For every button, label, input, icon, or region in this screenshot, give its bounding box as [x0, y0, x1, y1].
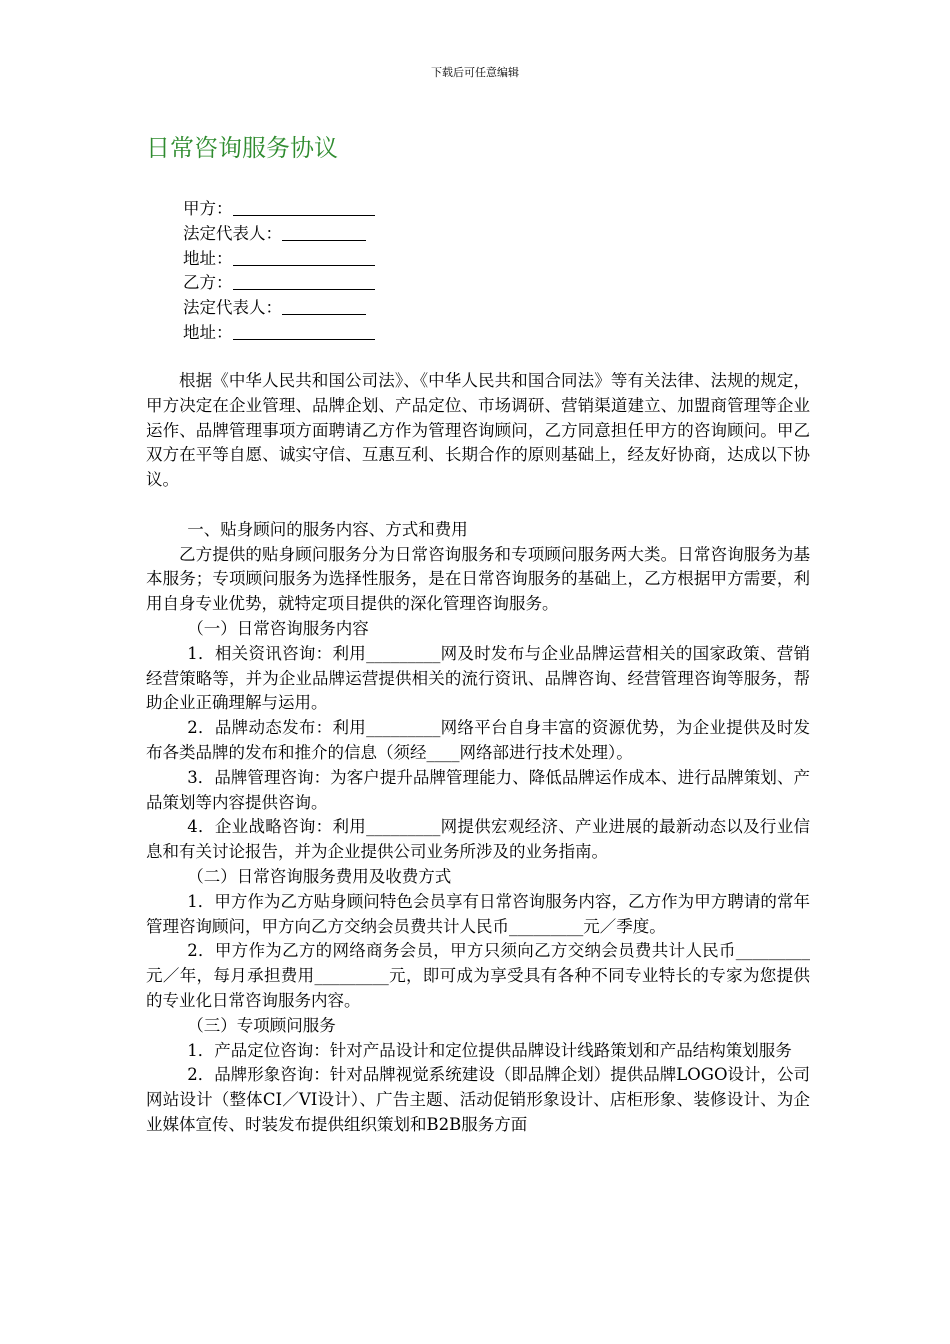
party-b-rep-blank: [282, 298, 366, 315]
party-a-address-blank: [233, 249, 375, 266]
subsection-1-heading: （一）日常咨询服务内容: [187, 618, 369, 638]
subsection-2-item-2: 2．甲方作为乙方的网络商务会员，甲方只须向乙方交纳会员费共计人民币_________元／年，每月承担费用_________元，即可成为享受具有各种不同专业特长的专家为您提供的专业化日常咨询服务内容。: [146, 941, 810, 1010]
agreement-body: [146, 369, 810, 1138]
subsection-2-item-1: 1．甲方作为乙方贴身顾问特色会员享有日常咨询服务内容，乙方作为甲方聘请的常年管理咨询顾问，甲方向乙方交纳会员费共计人民币_________元／季度。: [146, 891, 810, 936]
party-a-address-line: [183, 247, 375, 272]
party-a-rep-label: 法定代表人：: [183, 223, 282, 243]
section-1-intro: 乙方提供的贴身顾问服务分为日常咨询服务和专项顾问服务两大类。日常咨询服务为基本服务；专项顾问服务为选择性服务，是在日常咨询服务的基础上，乙方根据甲方需要，利用自身专业优势，就特定项目提供的深化管理咨询服务。: [146, 544, 810, 614]
subsection-2-heading: （二）日常咨询服务费用及收费方式: [187, 866, 452, 886]
preamble-paragraph: 根据《中华人民共和国公司法》、《中华人民共和国合同法》等有关法律、法规的规定，甲方决定在企业管理、品牌企划、产品定位、市场调研、营销渠道建立、加盟商管理等企业运作、品牌管理事项方面聘请乙方作为管理咨询顾问，乙方同意担任甲方的咨询顾问。甲乙双方在平等自愿、诚实守信、互惠互利、长期合作的原则基础上，经友好协商，达成以下协议。: [146, 371, 810, 490]
document-title: 日常咨询服务协议: [146, 134, 338, 162]
subsection-1-item-2: 2．品牌动态发布：利用_________网络平台自身丰富的资源优势，为企业提供及时发布各类品牌的发布和推介的信息（须经____网络部进行技术处理）。: [146, 718, 810, 762]
party-b-blank: [233, 273, 375, 290]
party-a-rep-blank: [282, 224, 366, 241]
party-b-rep-line: [183, 296, 375, 321]
party-a-rep-line: [183, 222, 375, 247]
subsection-3-item-2: 2．品牌形象咨询：针对品牌视觉系统建设（即品牌企划）提供品牌LOGO设计，公司网站设计（整体CI／VI设计）、广告主题、活动促销形象设计、店柜形象、装修设计、为企业媒体宣传、时装发布提供组织策划和B2B服务方面: [146, 1065, 810, 1134]
subsection-1-item-3: 3．品牌管理咨询：为客户提升品牌管理能力、降低品牌运作成本、进行品牌策划、产品策划等内容提供咨询。: [146, 767, 810, 812]
party-b-address-label: 地址：: [183, 322, 233, 342]
party-b-rep-label: 法定代表人：: [183, 298, 282, 318]
subsection-3-heading: （三）专项顾问服务: [187, 1015, 336, 1035]
party-a-address-label: 地址：: [183, 248, 233, 268]
party-a-label: 甲方：: [183, 199, 233, 218]
party-info-block: [183, 197, 375, 346]
party-a-blank: [233, 199, 375, 216]
party-b-address-line: [183, 321, 375, 346]
party-b-label: 乙方：: [183, 273, 233, 293]
section-1-heading: 一、贴身顾问的服务内容、方式和费用: [187, 519, 468, 539]
party-a-line: [183, 197, 375, 222]
page-header-note: 下载后可任意编辑: [431, 66, 519, 79]
subsection-3-item-1: 1．产品定位咨询：针对产品设计和定位提供品牌设计线路策划和产品结构策划服务: [187, 1040, 792, 1060]
party-b-line: [183, 271, 375, 296]
subsection-1-item-1: 1．相关资讯咨询：利用_________网及时发布与企业品牌运营相关的国家政策、营销经营策略等，并为企业品牌运营提供相关的流行资讯、品牌咨询、经营管理咨询等服务，帮助企业正确理解与运用。: [146, 643, 810, 713]
subsection-1-item-4: 4．企业战略咨询：利用_________网提供宏观经济、产业进展的最新动态以及行业信息和有关讨论报告，并为企业提供公司业务所涉及的业务指南。: [146, 817, 810, 862]
party-b-address-blank: [233, 323, 375, 340]
